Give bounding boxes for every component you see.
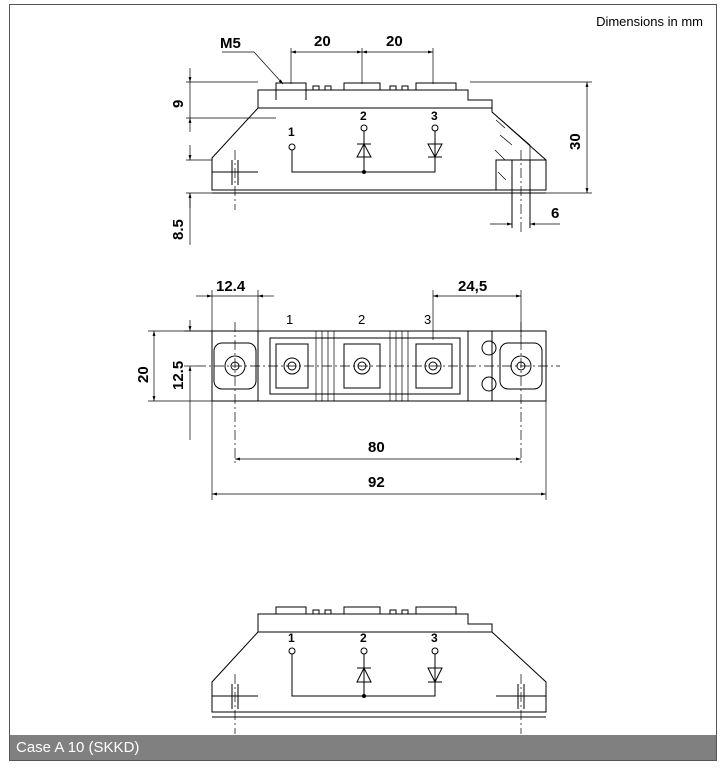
top-terminal-label-3: 3 xyxy=(424,312,432,327)
dim-total-length: 92 xyxy=(368,474,385,491)
case-caption: Case A 10 (SKKD) xyxy=(16,739,140,756)
dim-half-width: 12.5 xyxy=(170,360,187,390)
dim-offset-right: 24,5 xyxy=(458,278,488,295)
top-view xyxy=(135,278,560,500)
bottom-view-body xyxy=(212,614,546,712)
dim-pitch-right: 20 xyxy=(386,33,403,50)
dim-width: 20 xyxy=(135,366,152,383)
top-terminal-label-1: 1 xyxy=(286,312,294,327)
thread-label: M5 xyxy=(220,35,241,52)
dim-pin-width: 6 xyxy=(551,205,560,222)
side-pin-label-1: 1 xyxy=(288,125,295,139)
top-terminal-label-2: 2 xyxy=(358,312,366,327)
bottom-pin-label-3: 3 xyxy=(431,631,438,645)
dim-offset-left: 12.4 xyxy=(216,278,246,295)
side-pin-label-3: 3 xyxy=(431,109,438,123)
dim-height-top: 9 xyxy=(170,99,187,108)
case-caption-bar xyxy=(10,735,716,760)
bottom-pin-label-2: 2 xyxy=(360,631,367,645)
dim-hole-spacing: 80 xyxy=(368,439,385,456)
bottom-pin-label-1: 1 xyxy=(288,631,295,645)
dimensions-note: Dimensions in mm xyxy=(596,14,703,29)
dim-pitch-left: 20 xyxy=(314,33,331,50)
dim-total-height: 30 xyxy=(567,133,584,150)
side-pin-label-2: 2 xyxy=(360,109,367,123)
bottom-side-view xyxy=(212,607,546,734)
side-view xyxy=(170,33,592,245)
dim-base: 8.5 xyxy=(170,219,187,240)
